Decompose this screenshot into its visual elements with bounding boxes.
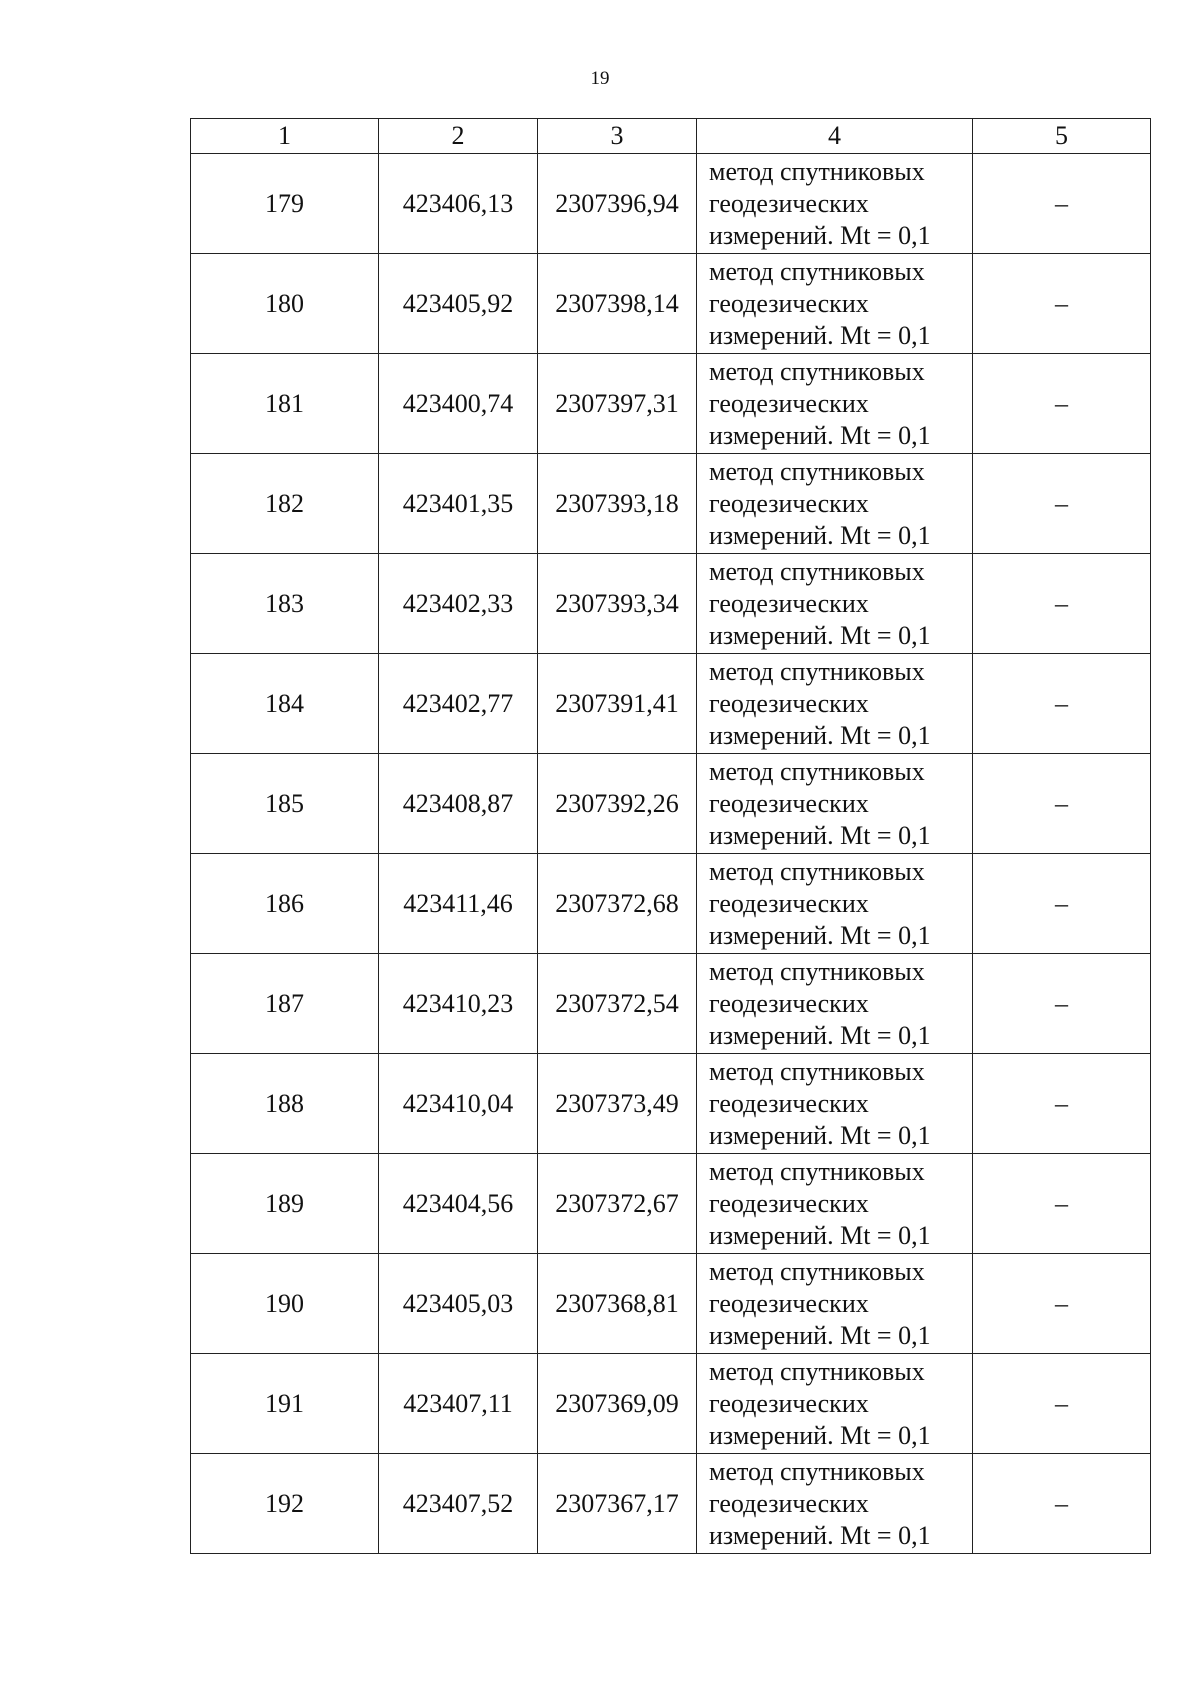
y-coordinate-cell: 2307372,68 <box>538 854 697 954</box>
method-line: геодезических <box>709 588 869 618</box>
method-cell <box>697 254 973 354</box>
x-coordinate-cell: 423406,13 <box>379 154 538 254</box>
note-cell: – <box>973 1454 1151 1554</box>
y-coordinate-cell: 2307373,49 <box>538 1054 697 1154</box>
method-line: измерений. Mt = 0,1 <box>709 320 931 350</box>
note-cell: – <box>973 654 1151 754</box>
method-cell <box>697 1154 973 1254</box>
table-header <box>191 119 1151 154</box>
note-cell: – <box>973 754 1151 854</box>
x-coordinate-cell: 423405,03 <box>379 1254 538 1354</box>
point-number-cell: 189 <box>191 1154 379 1254</box>
method-line: метод спутниковых <box>709 956 925 986</box>
method-line: геодезических <box>709 188 869 218</box>
table-row <box>191 954 1151 1054</box>
method-line: измерений. Mt = 0,1 <box>709 220 931 250</box>
method-line: метод спутниковых <box>709 1356 925 1386</box>
header-row <box>191 119 1151 154</box>
x-coordinate-cell: 423402,33 <box>379 554 538 654</box>
y-coordinate-cell: 2307393,34 <box>538 554 697 654</box>
table-row <box>191 754 1151 854</box>
method-line: измерений. Mt = 0,1 <box>709 1420 931 1450</box>
point-number-cell: 191 <box>191 1354 379 1454</box>
point-number-cell: 180 <box>191 254 379 354</box>
y-coordinate-cell: 2307392,26 <box>538 754 697 854</box>
note-cell: – <box>973 1354 1151 1454</box>
method-cell <box>697 854 973 954</box>
y-coordinate-cell: 2307368,81 <box>538 1254 697 1354</box>
method-line: метод спутниковых <box>709 1256 925 1286</box>
y-coordinate-cell: 2307393,18 <box>538 454 697 554</box>
method-line: метод спутниковых <box>709 456 925 486</box>
method-line: геодезических <box>709 1488 869 1518</box>
x-coordinate-cell: 423401,35 <box>379 454 538 554</box>
page-number: 19 <box>590 68 610 89</box>
method-line: геодезических <box>709 788 869 818</box>
x-coordinate-cell: 423411,46 <box>379 854 538 954</box>
point-number-cell: 192 <box>191 1454 379 1554</box>
x-coordinate-cell: 423410,04 <box>379 1054 538 1154</box>
method-line: геодезических <box>709 888 869 918</box>
method-line: метод спутниковых <box>709 1456 925 1486</box>
method-line: метод спутниковых <box>709 856 925 886</box>
table-row <box>191 654 1151 754</box>
point-number-cell: 179 <box>191 154 379 254</box>
method-line: измерений. Mt = 0,1 <box>709 820 931 850</box>
note-cell: – <box>973 854 1151 954</box>
table-row <box>191 454 1151 554</box>
method-line: геодезических <box>709 1088 869 1118</box>
method-line: геодезических <box>709 1288 869 1318</box>
method-line: геодезических <box>709 688 869 718</box>
table-row <box>191 254 1151 354</box>
method-cell <box>697 354 973 454</box>
method-line: метод спутниковых <box>709 156 925 186</box>
method-cell <box>697 1354 973 1454</box>
y-coordinate-cell: 2307391,41 <box>538 654 697 754</box>
method-line: метод спутниковых <box>709 656 925 686</box>
coordinates-table <box>190 118 1151 1554</box>
method-cell <box>697 554 973 654</box>
table-row <box>191 1054 1151 1154</box>
header-col-5: 5 <box>973 119 1151 154</box>
method-line: метод спутниковых <box>709 1156 925 1186</box>
method-line: измерений. Mt = 0,1 <box>709 520 931 550</box>
x-coordinate-cell: 423400,74 <box>379 354 538 454</box>
method-line: метод спутниковых <box>709 556 925 586</box>
table-row <box>191 1154 1151 1254</box>
x-coordinate-cell: 423407,52 <box>379 1454 538 1554</box>
method-cell <box>697 1454 973 1554</box>
method-line: геодезических <box>709 988 869 1018</box>
y-coordinate-cell: 2307398,14 <box>538 254 697 354</box>
table-body <box>191 154 1151 1554</box>
method-line: измерений. Mt = 0,1 <box>709 620 931 650</box>
method-line: измерений. Mt = 0,1 <box>709 720 931 750</box>
method-line: измерений. Mt = 0,1 <box>709 420 931 450</box>
table-row <box>191 154 1151 254</box>
method-line: измерений. Mt = 0,1 <box>709 1220 931 1250</box>
point-number-cell: 181 <box>191 354 379 454</box>
note-cell: – <box>973 454 1151 554</box>
x-coordinate-cell: 423410,23 <box>379 954 538 1054</box>
note-cell: – <box>973 554 1151 654</box>
table-row <box>191 354 1151 454</box>
note-cell: – <box>973 1154 1151 1254</box>
method-cell <box>697 954 973 1054</box>
method-line: измерений. Mt = 0,1 <box>709 1120 931 1150</box>
point-number-cell: 188 <box>191 1054 379 1154</box>
y-coordinate-cell: 2307369,09 <box>538 1354 697 1454</box>
point-number-cell: 190 <box>191 1254 379 1354</box>
point-number-cell: 186 <box>191 854 379 954</box>
table-row <box>191 554 1151 654</box>
y-coordinate-cell: 2307397,31 <box>538 354 697 454</box>
table-row <box>191 854 1151 954</box>
point-number-cell: 185 <box>191 754 379 854</box>
method-line: метод спутниковых <box>709 356 925 386</box>
method-line: измерений. Mt = 0,1 <box>709 1520 931 1550</box>
note-cell: – <box>973 354 1151 454</box>
method-cell <box>697 754 973 854</box>
note-cell: – <box>973 154 1151 254</box>
x-coordinate-cell: 423407,11 <box>379 1354 538 1454</box>
table-row <box>191 1454 1151 1554</box>
method-line: метод спутниковых <box>709 256 925 286</box>
y-coordinate-cell: 2307372,67 <box>538 1154 697 1254</box>
method-cell <box>697 454 973 554</box>
method-line: геодезических <box>709 1188 869 1218</box>
header-col-1: 1 <box>191 119 379 154</box>
method-cell <box>697 1054 973 1154</box>
method-cell <box>697 154 973 254</box>
point-number-cell: 187 <box>191 954 379 1054</box>
header-col-3: 3 <box>538 119 697 154</box>
method-line: измерений. Mt = 0,1 <box>709 1020 931 1050</box>
x-coordinate-cell: 423404,56 <box>379 1154 538 1254</box>
point-number-cell: 184 <box>191 654 379 754</box>
note-cell: – <box>973 954 1151 1054</box>
method-cell <box>697 654 973 754</box>
method-line: метод спутниковых <box>709 1056 925 1086</box>
method-line: метод спутниковых <box>709 756 925 786</box>
method-cell <box>697 1254 973 1354</box>
method-line: измерений. Mt = 0,1 <box>709 920 931 950</box>
method-line: измерений. Mt = 0,1 <box>709 1320 931 1350</box>
x-coordinate-cell: 423402,77 <box>379 654 538 754</box>
y-coordinate-cell: 2307372,54 <box>538 954 697 1054</box>
point-number-cell: 183 <box>191 554 379 654</box>
method-line: геодезических <box>709 288 869 318</box>
x-coordinate-cell: 423405,92 <box>379 254 538 354</box>
header-col-4: 4 <box>697 119 973 154</box>
table-row <box>191 1354 1151 1454</box>
method-line: геодезических <box>709 1388 869 1418</box>
y-coordinate-cell: 2307367,17 <box>538 1454 697 1554</box>
note-cell: – <box>973 1054 1151 1154</box>
table-row <box>191 1254 1151 1354</box>
point-number-cell: 182 <box>191 454 379 554</box>
note-cell: – <box>973 254 1151 354</box>
method-line: геодезических <box>709 388 869 418</box>
note-cell: – <box>973 1254 1151 1354</box>
method-line: геодезических <box>709 488 869 518</box>
y-coordinate-cell: 2307396,94 <box>538 154 697 254</box>
header-col-2: 2 <box>379 119 538 154</box>
x-coordinate-cell: 423408,87 <box>379 754 538 854</box>
